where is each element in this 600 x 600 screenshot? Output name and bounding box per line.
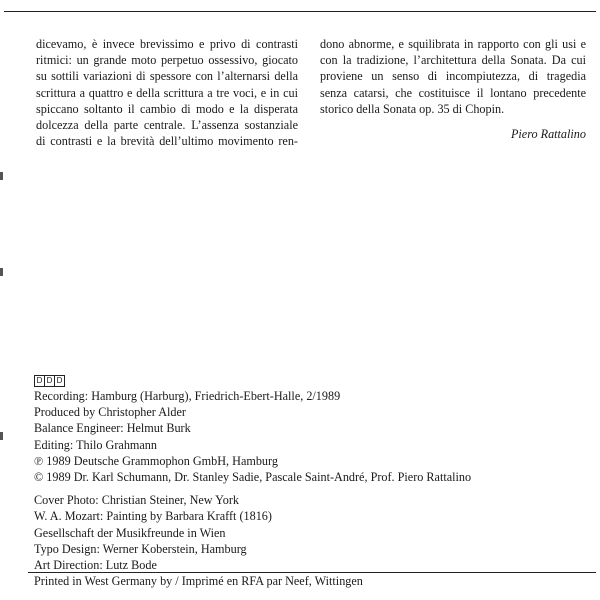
essay-line: dolcezza della parte centrale. L’assenza sostanziale [36, 118, 298, 133]
ddd-letter: D [54, 375, 65, 387]
edge-mark [0, 432, 3, 440]
essay-line: scrittura a quattro e della scrittura a tre voci, e in cui [36, 85, 298, 100]
credit-line: Printed in West Germany by / Imprimé en RFA par Neef, Wittingen [34, 574, 363, 589]
author-signature: Piero Rattalino [510, 127, 586, 142]
credit-line: W. A. Mozart: Painting by Barbara Krafft (1816) [34, 509, 272, 524]
credit-line: Gesellschaft der Musikfreunde in Wien [34, 525, 226, 540]
ddd-letter: D [34, 375, 45, 387]
credit-line: Recording: Hamburg (Harburg), Friedrich-Ebert-Halle, 2/1989 [34, 389, 341, 403]
edge-mark [0, 172, 3, 180]
essay-line: senza catarsi, che costituisce il lontano precedente [320, 85, 586, 100]
credit-line: Produced by Christopher Alder [34, 405, 186, 420]
credits-block [34, 388, 574, 589]
credit-line: Typo Design: Werner Koberstein, Hamburg [34, 541, 247, 556]
essay-line: su sottili variazioni di spessore con l’alternarsi della [36, 69, 298, 84]
credit-line: © 1989 Dr. Karl Schumann, Dr. Stanley Sadie, Pascale Saint-André, Prof. Piero Rattalino [34, 470, 472, 485]
credit-line: Balance Engineer: Helmut Burk [34, 421, 191, 436]
ddd-code-badge [34, 375, 64, 387]
edge-mark [0, 268, 3, 276]
essay-line: dono abnorme, e squilibrata in rapporto con gli usi e [320, 37, 586, 51]
ddd-letter: D [44, 375, 55, 387]
essay-column-left [36, 36, 298, 149]
bottom-rule [28, 572, 596, 573]
essay-line: storico della Sonata op. 35 di Chopin. [320, 101, 505, 116]
credit-line: ℗ 1989 Deutsche Grammophon GmbH, Hamburg [34, 453, 278, 468]
essay-line: spiccano soltanto il cambio di modo e la disperata [36, 101, 298, 116]
top-rule [4, 11, 596, 12]
credit-line: Art Direction: Lutz Bode [34, 558, 157, 573]
essay-line: di contrasti e la brevità dell’ultimo movimento ren- [36, 134, 298, 149]
essay-line: con la tradizione, l’architettura della Sonata. Da cui [320, 53, 586, 68]
essay-line: ritmici: un grande moto perpetuo ossessivo, giocato [36, 53, 298, 68]
essay-line: dicevamo, è invece brevissimo e privo di contrasti [36, 37, 298, 51]
credit-line: Cover Photo: Christian Steiner, New York [34, 493, 240, 508]
essay-line: proviene un senso di incompiutezza, di tragedia [320, 69, 586, 84]
credit-line: Editing: Thilo Grahmann [34, 437, 157, 452]
essay-column-right [320, 36, 586, 142]
